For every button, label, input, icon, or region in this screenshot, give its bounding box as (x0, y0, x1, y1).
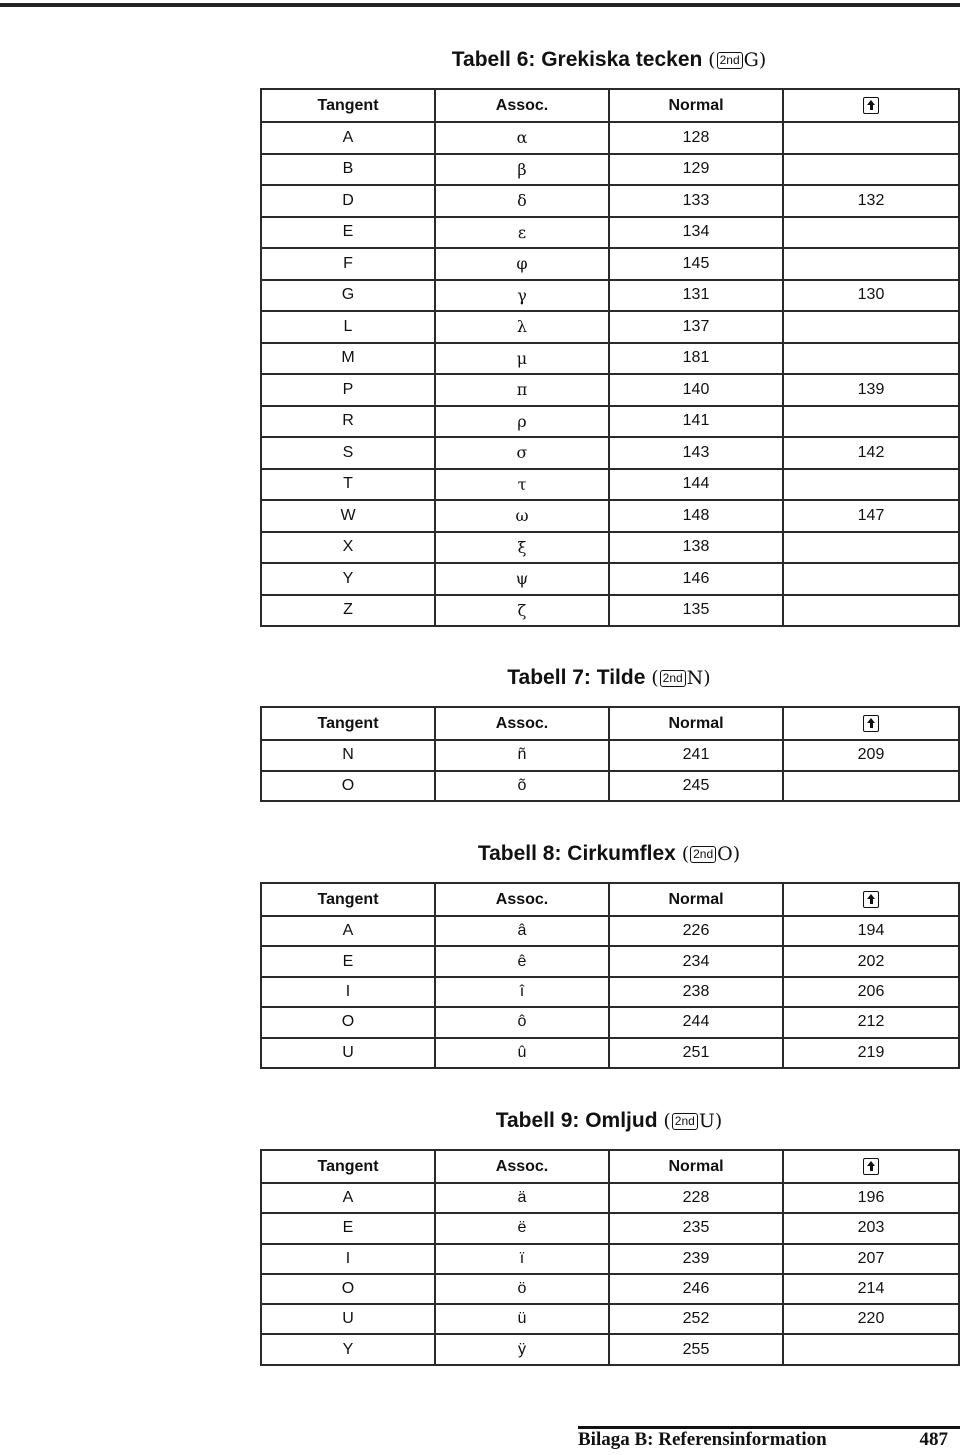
cell-tangent: L (261, 311, 435, 343)
cell-normal: 135 (609, 595, 783, 627)
cell-assoc: μ (435, 343, 609, 375)
cell-normal: 246 (609, 1274, 783, 1304)
cell-tangent: A (261, 1183, 435, 1213)
key-combo: ( 2nd G) (708, 49, 767, 71)
cell-shift (783, 311, 959, 343)
cell-normal: 141 (609, 406, 783, 438)
cell-normal: 128 (609, 122, 783, 154)
table-row (261, 280, 959, 312)
cell-tangent: W (261, 500, 435, 532)
key-combo: ( 2nd U) (663, 1110, 723, 1132)
header-tangent: Tangent (261, 883, 435, 916)
header-assoc: Assoc. (435, 707, 609, 740)
cell-tangent: O (261, 1007, 435, 1037)
cell-shift: 203 (783, 1213, 959, 1243)
cell-assoc: δ (435, 185, 609, 217)
cell-tangent: I (261, 977, 435, 1007)
shift-arrow-icon (863, 715, 879, 732)
header-normal: Normal (609, 89, 783, 122)
cell-assoc: τ (435, 469, 609, 501)
header-normal: Normal (609, 883, 783, 916)
tilde-table (260, 706, 960, 802)
cell-tangent: N (261, 740, 435, 771)
table-row (261, 595, 959, 627)
table-header-row (261, 89, 959, 122)
cell-assoc: λ (435, 311, 609, 343)
table-row (261, 343, 959, 375)
header-normal: Normal (609, 1150, 783, 1183)
cell-shift: 142 (783, 437, 959, 469)
cell-normal: 239 (609, 1244, 783, 1274)
table-8-title: Tabell 8: Cirkumflex ( 2nd O) (477, 842, 741, 865)
table-7-title: Tabell 7: Tilde ( 2nd N) (507, 666, 711, 689)
cell-tangent: Z (261, 595, 435, 627)
table-row (261, 740, 959, 771)
umlaut-table (260, 1149, 960, 1366)
cell-assoc: β (435, 154, 609, 186)
cell-shift (783, 406, 959, 438)
table-row (261, 217, 959, 249)
table-header-row (261, 1150, 959, 1183)
cell-shift (783, 563, 959, 595)
cell-tangent: E (261, 1213, 435, 1243)
header-shift (783, 1150, 959, 1183)
cell-assoc: ω (435, 500, 609, 532)
table-row (261, 1274, 959, 1304)
table-row (261, 1334, 959, 1364)
cell-shift (783, 248, 959, 280)
cell-normal: 251 (609, 1038, 783, 1068)
cell-normal: 134 (609, 217, 783, 249)
cell-tangent: A (261, 122, 435, 154)
header-assoc: Assoc. (435, 1150, 609, 1183)
cell-normal: 226 (609, 916, 783, 946)
cell-tangent: U (261, 1038, 435, 1068)
second-key-icon: 2nd (672, 1113, 698, 1130)
cell-tangent: I (261, 1244, 435, 1274)
cell-tangent: F (261, 248, 435, 280)
header-shift (783, 883, 959, 916)
header-assoc: Assoc. (435, 89, 609, 122)
cell-tangent: G (261, 280, 435, 312)
cell-assoc: ä (435, 1183, 609, 1213)
cell-assoc: φ (435, 248, 609, 280)
page-footer (578, 1429, 948, 1451)
cell-normal: 228 (609, 1183, 783, 1213)
cell-assoc: ë (435, 1213, 609, 1243)
cell-tangent: O (261, 771, 435, 802)
table-row (261, 185, 959, 217)
table-row (261, 1007, 959, 1037)
shift-arrow-icon (863, 891, 879, 908)
cell-shift: 202 (783, 946, 959, 976)
second-key-icon: 2nd (660, 670, 686, 687)
cell-assoc: ü (435, 1304, 609, 1334)
table-row (261, 946, 959, 976)
cell-normal: 241 (609, 740, 783, 771)
cell-tangent: O (261, 1274, 435, 1304)
cell-normal: 234 (609, 946, 783, 976)
cell-tangent: E (261, 217, 435, 249)
header-assoc: Assoc. (435, 883, 609, 916)
cell-shift (783, 595, 959, 627)
table-row (261, 532, 959, 564)
cell-assoc: ψ (435, 563, 609, 595)
cell-assoc: π (435, 374, 609, 406)
cell-tangent: A (261, 916, 435, 946)
header-tangent: Tangent (261, 1150, 435, 1183)
cell-normal: 129 (609, 154, 783, 186)
cell-assoc: î (435, 977, 609, 1007)
cell-shift (783, 771, 959, 802)
table-row (261, 311, 959, 343)
key-combo: ( 2nd O) (681, 843, 741, 865)
cell-tangent: U (261, 1304, 435, 1334)
top-rule (0, 3, 960, 7)
page-number: 487 (919, 1429, 948, 1450)
cell-normal: 137 (609, 311, 783, 343)
cell-normal: 238 (609, 977, 783, 1007)
cell-shift (783, 1334, 959, 1364)
cell-normal: 144 (609, 469, 783, 501)
table-row (261, 977, 959, 1007)
cell-shift: 139 (783, 374, 959, 406)
header-tangent: Tangent (261, 89, 435, 122)
cell-tangent: M (261, 343, 435, 375)
cell-shift (783, 122, 959, 154)
table-row (261, 1244, 959, 1274)
table-row (261, 1304, 959, 1334)
table-header-row (261, 707, 959, 740)
cell-shift: 214 (783, 1274, 959, 1304)
cell-assoc: ε (435, 217, 609, 249)
cell-assoc: ö (435, 1274, 609, 1304)
cell-normal: 255 (609, 1334, 783, 1364)
cell-normal: 181 (609, 343, 783, 375)
cell-shift: 147 (783, 500, 959, 532)
cell-shift: 209 (783, 740, 959, 771)
cell-normal: 245 (609, 771, 783, 802)
cell-assoc: ô (435, 1007, 609, 1037)
cell-shift: 130 (783, 280, 959, 312)
table-row (261, 563, 959, 595)
shift-arrow-icon (863, 97, 879, 114)
cell-shift (783, 469, 959, 501)
cell-assoc: ρ (435, 406, 609, 438)
cell-shift: 207 (783, 1244, 959, 1274)
cell-tangent: S (261, 437, 435, 469)
cell-tangent: Y (261, 563, 435, 595)
cell-normal: 143 (609, 437, 783, 469)
cell-shift (783, 154, 959, 186)
cell-assoc: σ (435, 437, 609, 469)
table-6-title: Tabell 6: Grekiska tecken ( 2nd G) (451, 48, 767, 71)
table-9-title: Tabell 9: Omljud ( 2nd U) (495, 1109, 723, 1132)
cell-shift (783, 343, 959, 375)
cell-normal: 138 (609, 532, 783, 564)
table-row (261, 1038, 959, 1068)
second-key-icon: 2nd (690, 846, 716, 863)
second-key-icon: 2nd (717, 52, 743, 69)
cell-shift: 194 (783, 916, 959, 946)
table-row (261, 469, 959, 501)
cell-normal: 145 (609, 248, 783, 280)
cell-normal: 131 (609, 280, 783, 312)
table-row (261, 771, 959, 802)
cell-tangent: Y (261, 1334, 435, 1364)
header-tangent: Tangent (261, 707, 435, 740)
header-shift (783, 89, 959, 122)
cell-tangent: T (261, 469, 435, 501)
header-shift (783, 707, 959, 740)
cell-tangent: P (261, 374, 435, 406)
table-row (261, 437, 959, 469)
cell-assoc: ï (435, 1244, 609, 1274)
table-row (261, 154, 959, 186)
cell-assoc: ê (435, 946, 609, 976)
table-header-row (261, 883, 959, 916)
cell-assoc: ξ (435, 532, 609, 564)
header-normal: Normal (609, 707, 783, 740)
cell-normal: 140 (609, 374, 783, 406)
table-row (261, 406, 959, 438)
table-row (261, 916, 959, 946)
cell-assoc: γ (435, 280, 609, 312)
table-row (261, 374, 959, 406)
cell-tangent: B (261, 154, 435, 186)
cell-shift: 196 (783, 1183, 959, 1213)
cell-tangent: R (261, 406, 435, 438)
cell-tangent: X (261, 532, 435, 564)
cell-shift: 220 (783, 1304, 959, 1334)
cell-assoc: ζ (435, 595, 609, 627)
cell-assoc: â (435, 916, 609, 946)
cell-shift (783, 532, 959, 564)
cell-normal: 252 (609, 1304, 783, 1334)
cell-assoc: û (435, 1038, 609, 1068)
table-row (261, 1183, 959, 1213)
table-row (261, 248, 959, 280)
cell-assoc: ñ (435, 740, 609, 771)
table-row (261, 500, 959, 532)
cell-shift: 132 (783, 185, 959, 217)
cell-tangent: D (261, 185, 435, 217)
table-row (261, 1213, 959, 1243)
cell-normal: 235 (609, 1213, 783, 1243)
cell-shift (783, 217, 959, 249)
shift-arrow-icon (863, 1158, 879, 1175)
circumflex-table (260, 882, 960, 1069)
table-row (261, 122, 959, 154)
key-combo: ( 2nd N) (651, 667, 711, 689)
cell-normal: 244 (609, 1007, 783, 1037)
cell-shift: 206 (783, 977, 959, 1007)
cell-assoc: ÿ (435, 1334, 609, 1364)
greek-characters-table (260, 88, 960, 627)
cell-normal: 148 (609, 500, 783, 532)
cell-shift: 212 (783, 1007, 959, 1037)
cell-tangent: E (261, 946, 435, 976)
cell-shift: 219 (783, 1038, 959, 1068)
cell-assoc: α (435, 122, 609, 154)
cell-normal: 146 (609, 563, 783, 595)
footer-section-title: Bilaga B: Referensinformation (578, 1429, 827, 1450)
cell-assoc: õ (435, 771, 609, 802)
cell-normal: 133 (609, 185, 783, 217)
